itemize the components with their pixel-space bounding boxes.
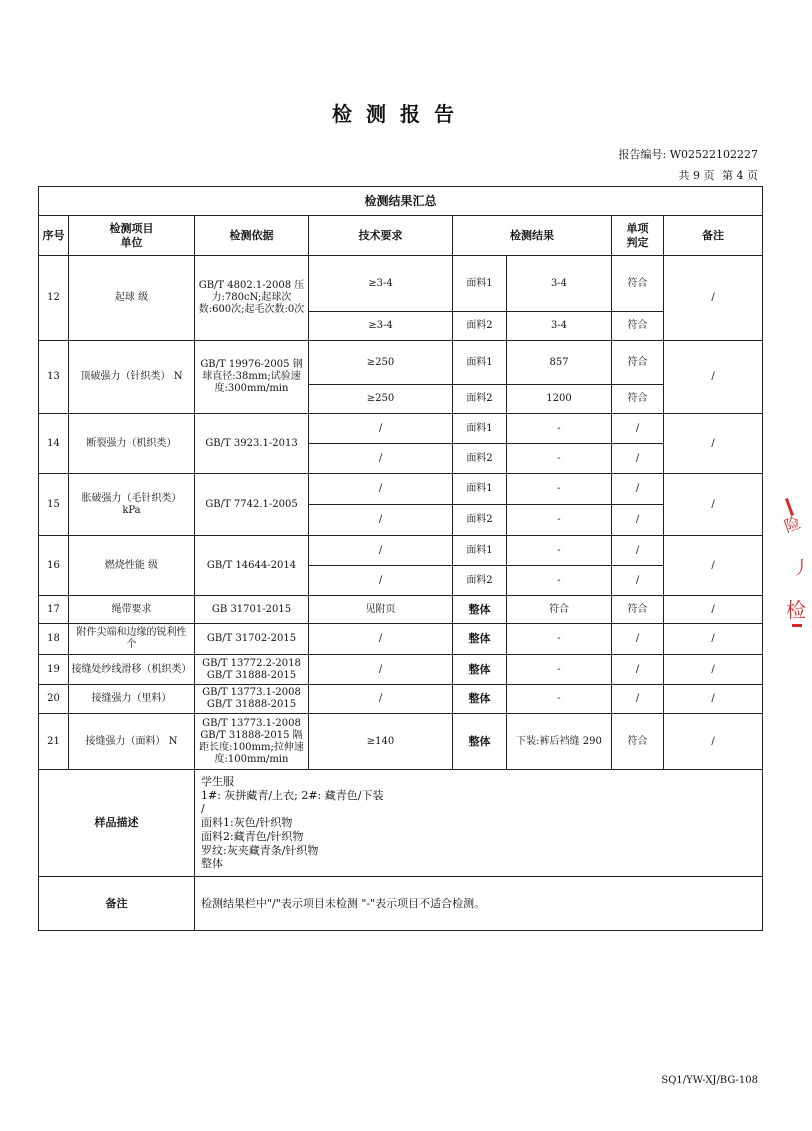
row-result: 下装:裤后裆缝 290 (507, 714, 612, 770)
table-row (39, 624, 763, 655)
row-seq: 18 (39, 624, 69, 655)
row-result: - (507, 444, 612, 474)
header-requirement: 技术要求 (309, 216, 453, 256)
sample-description-label: 样品描述 (39, 770, 195, 877)
row-item: 绳带要求 (69, 596, 195, 624)
row-requirement: ≥250 (309, 385, 453, 414)
table-row (39, 655, 763, 685)
row-result: - (507, 414, 612, 444)
sample-line: 面料1:灰色/针织物 (201, 816, 293, 830)
table-row (39, 596, 763, 624)
row-part: 面料2 (453, 312, 507, 341)
row-requirement: / (309, 655, 453, 685)
row-seq: 12 (39, 256, 69, 341)
page-total: 共 9 页 (678, 169, 715, 182)
row-remark: / (664, 256, 763, 341)
row-judgement: / (612, 624, 664, 655)
remarks-text: 检测结果栏中"/"表示项目未检测 "-"表示项目不适合检测。 (195, 877, 763, 931)
row-result: 3-4 (507, 256, 612, 312)
row-judgement: / (612, 566, 664, 596)
row-judgement: / (612, 685, 664, 714)
row-result: - (507, 505, 612, 536)
remarks-label: 备注 (39, 877, 195, 931)
row-seq: 19 (39, 655, 69, 685)
header-judgement (612, 216, 664, 256)
row-part: 面料2 (453, 505, 507, 536)
header-item-line2: 单位 (120, 235, 143, 249)
row-result: 3-4 (507, 312, 612, 341)
seal-stamp (782, 490, 812, 640)
row-part: 整体 (453, 655, 507, 685)
report-number: 报告编号: W02522102227 (618, 148, 758, 161)
row-seq: 17 (39, 596, 69, 624)
row-part: 面料1 (453, 474, 507, 505)
row-seq: 21 (39, 714, 69, 770)
row-item: 接缝强力（里料） (69, 685, 195, 714)
row-item: 燃烧性能 级 (69, 536, 195, 596)
table-row (39, 536, 763, 566)
stamp-mark (792, 624, 802, 627)
table-row (39, 341, 763, 385)
row-requirement: / (309, 536, 453, 566)
row-remark: / (664, 536, 763, 596)
row-judgement: 符合 (612, 256, 664, 312)
table-row (39, 256, 763, 312)
results-table (38, 186, 763, 931)
stamp-char: 检 (786, 598, 806, 622)
table-row (39, 714, 763, 770)
header-judgement-line2: 判定 (626, 235, 649, 249)
row-item: 接缝处纱线滑移（机织类） (69, 655, 195, 685)
sample-line: 1#: 灰拼藏青/上衣; 2#: 藏青色/下装 (201, 788, 384, 802)
row-basis: GB/T 13773.1-2008 GB/T 31888-2015 隔距长度:100mm;拉伸速度:100mm/min (195, 714, 309, 770)
page-current: 第 4 页 (722, 169, 758, 182)
row-requirement: ≥140 (309, 714, 453, 770)
row-result: 符合 (507, 596, 612, 624)
row-judgement: 符合 (612, 385, 664, 414)
row-requirement: / (309, 414, 453, 444)
header-basis: 检测依据 (195, 216, 309, 256)
row-part: 面料2 (453, 566, 507, 596)
sample-line: 学生服 (201, 774, 234, 788)
remarks-row (39, 877, 763, 931)
row-remark: / (664, 624, 763, 655)
summary-title: 检测结果汇总 (39, 187, 763, 216)
sample-line: / (201, 802, 205, 816)
row-seq: 13 (39, 341, 69, 414)
row-judgement: / (612, 505, 664, 536)
footer-form-code: SQ1/YW-XJ/BG-108 (661, 1075, 758, 1086)
sample-line: 面料2:藏青色/针织物 (201, 829, 304, 843)
row-part: 整体 (453, 624, 507, 655)
row-requirement: 见附页 (309, 596, 453, 624)
row-requirement: / (309, 685, 453, 714)
row-part: 面料1 (453, 414, 507, 444)
row-remark: / (664, 474, 763, 536)
header-judgement-line1: 单项 (626, 222, 649, 236)
row-judgement: / (612, 536, 664, 566)
row-item: 胀破强力（毛针织类） kPa (69, 474, 195, 536)
row-judgement: / (612, 474, 664, 505)
row-part: 整体 (453, 714, 507, 770)
row-basis: GB/T 7742.1-2005 (195, 474, 309, 536)
row-remark: / (664, 685, 763, 714)
row-basis: GB/T 13773.1-2008 GB/T 31888-2015 (195, 685, 309, 714)
row-requirement: / (309, 566, 453, 596)
row-item: 顶破强力（针织类） N (69, 341, 195, 414)
row-basis: GB/T 13772.2-2018 GB/T 31888-2015 (195, 655, 309, 685)
row-basis: GB/T 4802.1-2008 压力:780cN;起球次数:600次;起毛次数:0次 (195, 256, 309, 341)
row-result: - (507, 655, 612, 685)
row-judgement: 符合 (612, 341, 664, 385)
row-judgement: / (612, 655, 664, 685)
row-requirement: / (309, 444, 453, 474)
row-item: 起球 级 (69, 256, 195, 341)
row-requirement: / (309, 505, 453, 536)
table-row (39, 685, 763, 714)
stamp-char: 险 (781, 512, 804, 537)
row-basis: GB 31701-2015 (195, 596, 309, 624)
row-remark: / (664, 596, 763, 624)
row-result: - (507, 624, 612, 655)
table-row (39, 414, 763, 444)
row-basis: GB/T 3923.1-2013 (195, 414, 309, 474)
row-basis: GB/T 31702-2015 (195, 624, 309, 655)
row-result: 1200 (507, 385, 612, 414)
row-part: 面料1 (453, 536, 507, 566)
row-part: 整体 (453, 685, 507, 714)
row-judgement: 符合 (612, 312, 664, 341)
row-requirement: ≥3-4 (309, 312, 453, 341)
row-seq: 16 (39, 536, 69, 596)
row-judgement: / (612, 444, 664, 474)
sample-line: 罗纹:灰夹藏青条/针织物 (201, 843, 319, 857)
sample-line: 整体 (201, 857, 223, 871)
header-remark: 备注 (664, 216, 763, 256)
row-item: 附件尖端和边缘的锐利性 个 (69, 624, 195, 655)
table-row (39, 474, 763, 505)
row-part: 整体 (453, 596, 507, 624)
row-result: - (507, 536, 612, 566)
row-remark: / (664, 341, 763, 414)
header-item-line1: 检测项目 (109, 222, 154, 236)
row-requirement: / (309, 474, 453, 505)
row-result: - (507, 474, 612, 505)
header-seq: 序号 (39, 216, 69, 256)
row-result: - (507, 566, 612, 596)
header-result: 检测结果 (453, 216, 612, 256)
row-requirement: ≥250 (309, 341, 453, 385)
row-part: 面料1 (453, 341, 507, 385)
row-judgement: / (612, 414, 664, 444)
row-requirement: ≥3-4 (309, 256, 453, 312)
header-item (69, 216, 195, 256)
row-basis: GB/T 19976-2005 钢球直径:38mm;试验速度:300mm/min (195, 341, 309, 414)
stamp-char: 丿 (792, 558, 810, 579)
row-result: - (507, 685, 612, 714)
row-item: 断裂强力（机织类） (69, 414, 195, 474)
row-basis: GB/T 14644-2014 (195, 536, 309, 596)
row-remark: / (664, 414, 763, 474)
sample-description-text (195, 770, 763, 877)
row-judgement: 符合 (612, 596, 664, 624)
row-result: 857 (507, 341, 612, 385)
header-row (39, 216, 763, 256)
row-seq: 15 (39, 474, 69, 536)
row-seq: 14 (39, 414, 69, 474)
row-remark: / (664, 655, 763, 685)
row-judgement: 符合 (612, 714, 664, 770)
sample-description-row (39, 770, 763, 877)
row-remark: / (664, 714, 763, 770)
row-item: 接缝强力（面料） N (69, 714, 195, 770)
report-title: 检测报告 (332, 102, 468, 126)
row-requirement: / (309, 624, 453, 655)
row-seq: 20 (39, 685, 69, 714)
row-part: 面料1 (453, 256, 507, 312)
row-part: 面料2 (453, 444, 507, 474)
row-part: 面料2 (453, 385, 507, 414)
page-info (675, 167, 759, 183)
